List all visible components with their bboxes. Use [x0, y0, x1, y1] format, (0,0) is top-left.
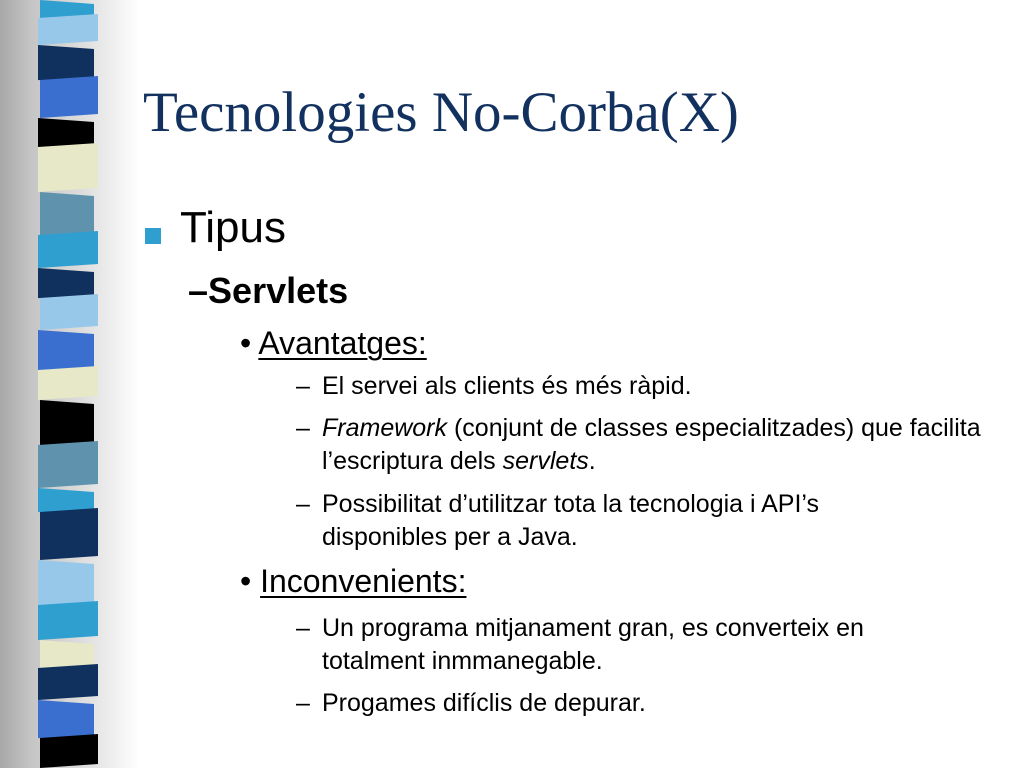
advantages-heading — [240, 325, 427, 362]
disadvantages-heading-text: Inconvenients: — [260, 563, 467, 599]
advantage-item-text: Possibilitat d’utilitzar tota la tecnologia i API’s disponibles per a Java. — [322, 490, 820, 551]
square-bullet-icon — [145, 228, 161, 244]
strip-block — [38, 441, 98, 488]
strip-block — [40, 400, 94, 449]
strip-block — [38, 143, 98, 192]
strip-block — [40, 76, 98, 118]
advantages-heading-text: Avantatges: — [258, 325, 427, 361]
bullet-dot-icon: • — [240, 325, 252, 361]
bullet-dot-icon: • — [240, 563, 252, 599]
disadvantages-heading — [240, 563, 466, 600]
dash-icon: – — [188, 270, 209, 311]
strip-block — [40, 734, 98, 768]
strip-block — [38, 601, 98, 640]
advantage-item — [296, 412, 992, 478]
dash-icon: – — [296, 414, 310, 442]
strip-block — [40, 294, 98, 330]
strip-block — [38, 366, 98, 400]
slide-title: Tecnologies No-Corba(X) — [143, 81, 739, 144]
strip-block — [38, 14, 98, 45]
dash-icon: – — [296, 614, 310, 642]
strip-block — [38, 560, 94, 609]
strip-block — [38, 231, 98, 268]
disadvantage-item-text: Un programa mitjanament gran, es converteix en totalment inmmanegable. — [322, 614, 864, 675]
strip-block — [38, 664, 98, 700]
bullet-level2-text: Servlets — [208, 270, 349, 311]
advantage-item — [296, 488, 912, 554]
decorative-side-strip — [0, 0, 140, 768]
disadvantage-item — [296, 687, 992, 720]
advantage-item-text: Framework (conjunt de classes especialitzades) que facilita l’escriptura dels servlets. — [322, 414, 981, 475]
bullet-level1 — [180, 203, 286, 253]
disadvantage-item-text: Progames difíclis de depurar. — [322, 689, 646, 717]
bullet-level2 — [188, 270, 348, 312]
bullet-level1-text: Tipus — [180, 203, 286, 252]
dash-icon: – — [296, 372, 310, 400]
dash-icon: – — [296, 689, 310, 717]
dash-icon: – — [296, 490, 310, 518]
strip-block — [40, 508, 98, 560]
advantage-item-text: El servei als clients és més ràpid. — [322, 372, 692, 400]
advantage-item — [296, 370, 992, 403]
disadvantage-item — [296, 612, 952, 678]
